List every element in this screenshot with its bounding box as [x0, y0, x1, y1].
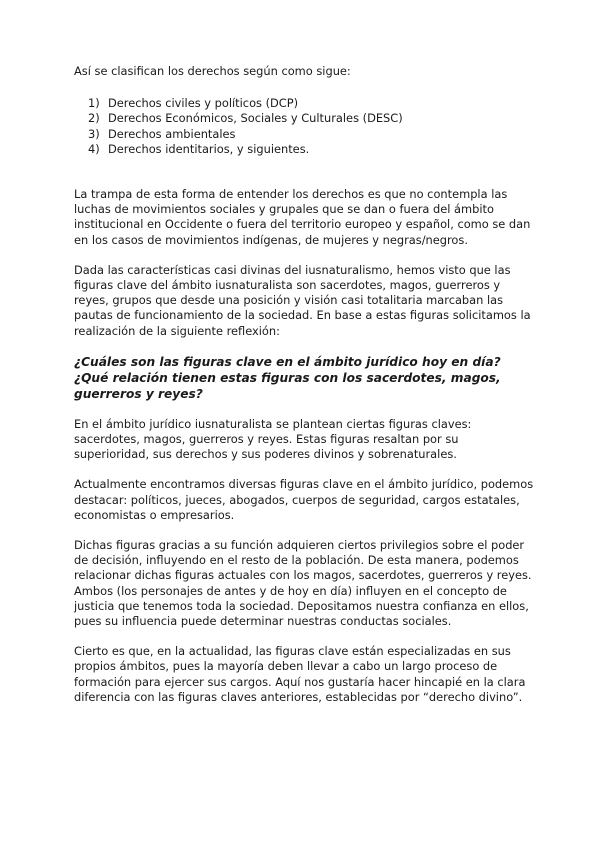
list-number: 3): [88, 126, 100, 141]
list-text: Derechos civiles y políticos (DCP): [108, 96, 299, 111]
paragraph-specialization: Cierto es que, en la actualidad, las figuras clave están especializadas en sus propios ámbitos, pues la mayoría deben llevar a cabo un largo proceso de formación para ejercer sus cargos. Aquí nos gustaría hacer hincapié en la clara diferencia con las figuras claves anteriores, establecidas por “derecho divino”.: [74, 644, 526, 704]
paragraph-trap: La trampa de esta forma de entender los derechos es que no contempla las luchas de movimientos sociales y grupales que se dan o fuera del ámbito institucional en Occidente o fuera del territorio europeo y español, como se dan en los casos de movimientos indígenas, de mujeres y negras/negros.: [74, 187, 531, 247]
paragraph-current-figures: Actualmente encontramos diversas figuras clave en el ámbito jurídico, podemos destacar: políticos, jueces, abogados, cuerpos de seguridad, cargos estatales, economistas o empresarios.: [74, 477, 534, 522]
paragraph-iusnaturalism: Dada las características casi divinas del iusnaturalismo, hemos visto que las figuras clave del ámbito iusnaturalista son sacerdotes, magos, guerreros y reyes, grupos que desde una posición y visión casi totalitaria marcaban las pautas de funcionamiento de la sociedad. En base a estas figuras solicitamos la realización de la siguiente reflexión:: [74, 262, 531, 338]
list-text: Derechos ambientales: [108, 126, 236, 141]
list-number: 1): [88, 96, 100, 111]
list-item: [88, 141, 534, 157]
paragraph-key-figures: En el ámbito jurídico iusnaturalista se plantean ciertas figuras claves: sacerdotes, magos, guerreros y reyes. Estas figuras resaltan por su superioridad, sus derechos y sus poderes divinos y sobrenaturales.: [74, 416, 472, 462]
list-item: [88, 126, 534, 142]
list-text: Derechos identitarios, y siguientes.: [108, 141, 310, 156]
list-number: 2): [88, 111, 100, 126]
reflection-question: ¿Cuáles son las figuras clave en el ámbito jurídico hoy en día? ¿Qué relación tienen estas figuras con los sacerdotes, magos, guerreros y reyes?: [74, 354, 501, 401]
document-page: [74, 64, 534, 720]
intro-text: Así se clasifican los derechos según como sigue:: [74, 64, 351, 78]
rights-list: [74, 96, 534, 157]
list-item: [88, 111, 534, 126]
list-text: Derechos Económicos, Sociales y Culturales (DESC): [108, 111, 403, 126]
list-number: 4): [88, 141, 100, 156]
list-item: [88, 96, 534, 111]
paragraph-privileges: Dichas figuras gracias a su función adquieren ciertos privilegios sobre el poder de decisión, influyendo en el resto de la población. De esta manera, podemos relacionar dichas figuras actuales con los magos, sacerdotes, guerreros y reyes. Ambos (los personajes de antes y de hoy en día) influyen en el concepto de justicia que tenemos toda la sociedad. Depositamos nuestra confianza en ellos, pues su influencia puede determinar nuestras conductas sociales.: [74, 538, 532, 629]
